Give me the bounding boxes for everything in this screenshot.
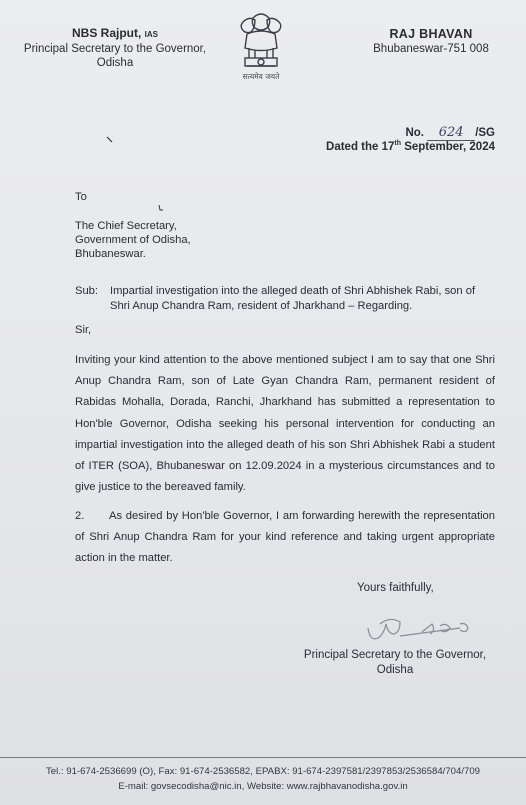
letter-number <box>300 125 495 141</box>
sender-title: Principal Secretary to the Governor, <box>23 43 207 55</box>
addressee-line: Government of Odisha, <box>75 234 191 246</box>
subject-text: Impartial investigation into the alleged death of Shri Abhishek Rabi, son of Shri Anup Chandra Ram, resident of Jharkhand – Regarding. <box>110 285 476 312</box>
footer-divider <box>0 757 526 758</box>
paragraph-2-text: As desired by Hon'ble Governor, I am forwarding herewith the representation of Shri Anup Chandra Ram for your kind reference and taking urgent appropriate action in the matter. <box>75 510 495 564</box>
footer-email-line: E-mail: govsecodisha@nic.in, Website: www.rajbhavanodisha.gov.in <box>118 781 408 792</box>
to-label: To <box>75 191 87 203</box>
footer-phone-line: Tel.: 91-674-2536699 (O), Fax: 91-674-2536582, EPABX: 91-674-2397581/2397853/2536584/704/709 <box>46 766 480 777</box>
sender-name-text: NBS Rajput, <box>71 26 142 40</box>
body-paragraph-2 <box>75 506 495 569</box>
sender-service: IAS <box>144 30 159 39</box>
salutation: Sir, <box>75 324 92 336</box>
emblem-motto: सत्यमेव जयते <box>242 72 280 81</box>
ink-mark-icon <box>158 204 164 212</box>
office-address: Bhubaneswar-751 008 <box>373 43 489 55</box>
signatory-title: Principal Secretary to the Governor, <box>303 649 487 661</box>
letter-number-value: 624 <box>427 125 475 141</box>
date-prefix: Dated the 17 <box>326 140 395 153</box>
letter-date <box>250 140 495 153</box>
body-paragraph-1: Inviting your kind attention to the above mentioned subject I am to say that one Shri Anup Chandra Ram, son of Late Gyan Chandra Ram, permanent resident of Rabidas Mohalla, Dorada, Ranchi, Jharkhand has submitted a representation to Hon'ble Governor, Odisha seeking his personal intervention for conducting an impartial investigation into the alleged death of his son Shri Abhishek Rabi a student of ITER (SOA), Bhubaneswar on 12.09.2024 in a mysterious circumstances and to give justice to the bereaved family. <box>75 354 495 494</box>
signatory-state: Odisha <box>376 664 414 676</box>
signatory-block <box>300 648 490 678</box>
sender-block <box>10 26 220 70</box>
ink-mark-icon <box>106 136 114 144</box>
subject-label: Sub: <box>75 285 99 297</box>
date-ordinal: th <box>394 140 402 147</box>
letter-number-label: No. <box>405 127 424 139</box>
date-suffix: September, 2024 <box>401 140 495 153</box>
addressee-block <box>75 219 191 261</box>
office-name: RAJ BHAVAN <box>389 27 473 41</box>
office-block <box>356 27 506 57</box>
addressee-line: The Chief Secretary, <box>75 220 177 232</box>
closing: Yours faithfully, <box>357 582 434 594</box>
addressee-line: Bhubaneswar. <box>75 248 146 260</box>
sender-state: Odisha <box>96 57 134 69</box>
footer-contact <box>0 764 526 794</box>
subject-block <box>75 284 495 314</box>
letter-number-suffix: /SG <box>475 127 495 139</box>
paragraph-number: 2. <box>75 510 85 522</box>
sender-name <box>10 26 220 42</box>
